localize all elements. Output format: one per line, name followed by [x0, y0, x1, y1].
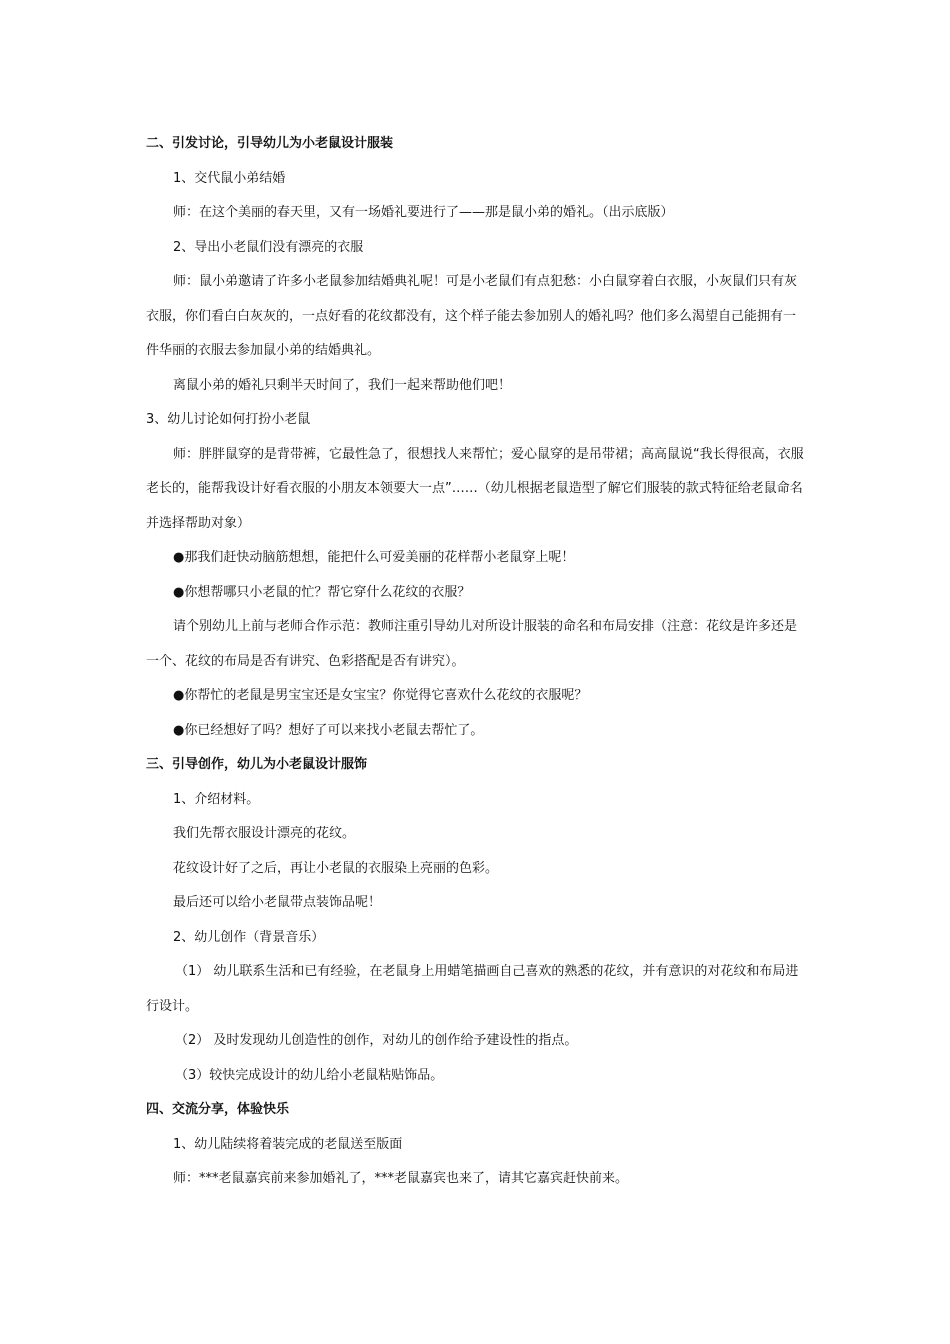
paragraph: 3、幼儿讨论如何打扮小老鼠 [146, 412, 311, 427]
bullet-item: ●你帮忙的老鼠是男宝宝还是女宝宝？你觉得它喜欢什么花纹的衣服呢？ [173, 688, 588, 703]
bullet-item: ●你已经想好了吗？想好了可以来找小老鼠去帮忙了。 [173, 722, 484, 738]
paragraph: 花纹设计好了之后，再让小老鼠的衣服染上亮丽的色彩。 [173, 860, 499, 876]
paragraph: 1、幼儿陆续将着装完成的老鼠送至版面 [173, 1136, 403, 1152]
bullet-item: ●你想帮哪只小老鼠的忙？帮它穿什么花纹的衣服？ [173, 584, 471, 600]
document-body [146, 127, 808, 1197]
paragraph: （1） 幼儿联系生活和已有经验，在老鼠身上用蜡笔描画自己喜欢的熟悉的花纹，并有意识的对花纹和布局进行设计。 [146, 964, 799, 1014]
paragraph: 2、导出小老鼠们没有漂亮的衣服 [173, 239, 364, 255]
paragraph: 师：鼠小弟邀请了许多小老鼠参加结婚典礼呢！可是小老鼠们有点犯愁：小白鼠穿着白衣服，小灰鼠们只有灰衣服，你们看白白灰灰的，一点好看的花纹都没有，这个样子能去参加别人的婚礼吗？他们多么渴望自己能拥有一件华丽的衣服去参加鼠小弟的结婚典礼。 [146, 274, 798, 358]
section-heading: 四、交流分享，体验快乐 [146, 1102, 290, 1117]
paragraph: 2、幼儿创作（背景音乐） [173, 929, 325, 945]
section-heading: 三、引导创作，幼儿为小老鼠设计服饰 [146, 757, 368, 772]
paragraph: 我们先帮衣服设计漂亮的花纹。 [173, 826, 356, 841]
section-heading: 二、引发讨论，引导幼儿为小老鼠设计服装 [146, 136, 394, 151]
paragraph: 离鼠小弟的婚礼只剩半天时间了，我们一起来帮助他们吧！ [173, 377, 512, 393]
paragraph: 最后还可以给小老鼠带点装饰品呢！ [173, 895, 382, 910]
paragraph: 师：胖胖鼠穿的是背带裤，它最性急了，很想找人来帮忙；爱心鼠穿的是吊带裙；高高鼠说“我长得很高，衣服老长的，能帮我设计好看衣服的小朋友本领要大一点”……（幼儿根据老鼠造型了解它们服装的款式特征给老鼠命名并选择帮助对象） [146, 446, 804, 531]
bullet-item: ●那我们赶快动脑筋想想，能把什么可爱美丽的花样帮小老鼠穿上呢！ [173, 550, 575, 565]
paragraph: 1、介绍材料。 [173, 791, 260, 807]
paragraph: 师：***老鼠嘉宾前来参加婚礼了，***老鼠嘉宾也来了，请其它嘉宾赶快前来。 [173, 1171, 629, 1186]
paragraph: （2） 及时发现幼儿创造性的创作，对幼儿的创作给予建设性的指点。 [175, 1033, 578, 1048]
paragraph: 请个别幼儿上前与老师合作示范：教师注重引导幼儿对所设计服装的命名和布局安排（注意：花纹是许多还是一个、花纹的布局是否有讲究、色彩搭配是否有讲究）。 [146, 619, 798, 669]
paragraph: 师：在这个美丽的春天里，又有一场婚礼要进行了——那是鼠小弟的婚礼。（出示底版） [173, 205, 674, 220]
paragraph: 1、交代鼠小弟结婚 [173, 170, 286, 186]
paragraph: （3）较快完成设计的幼儿给小老鼠粘贴饰品。 [175, 1067, 444, 1083]
